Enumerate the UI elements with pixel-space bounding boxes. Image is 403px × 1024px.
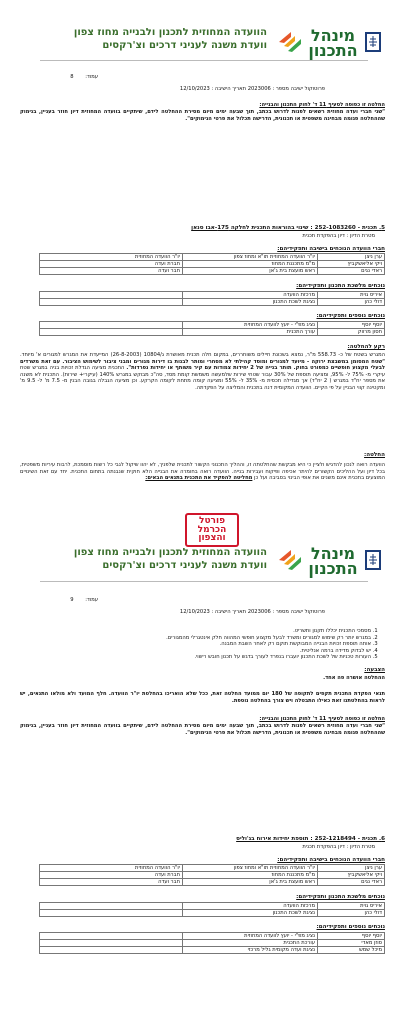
committee-title [67,546,267,572]
member-title: יו"ר הוועדה המחוזית [40,865,183,872]
other-role: נציג מפ"י - יועץ לוועדה המחוזית [183,322,318,329]
committee-line1: הוועדה המחוזית לתכנון ולבנייה מחוז צפון [73,27,267,38]
plan5-title: 5. תכנית - 252-1083260 : שינוי בהוראות התכנית לחלקה 175-אבו סנאן [191,225,385,231]
page1-decision-intro [20,102,385,109]
table-row [40,910,385,917]
plan5-advisors-heading: נוכחים מלשכת התכנון ותפקידיהם: [296,283,385,289]
stamp-line1: פורטל [199,516,225,526]
background-text3: התכנית לא משנה את מספר יח"ד במגרש ( 2 יח"ד) אך מגדילה תכסית מ- 35% ל- 55% ומציעה קומה מתחת לקומה הקרקע. וכן מציעה הגבלה בגובה הבנין מ- 7.5 מ' ל- 9.5 מ' ומקטינה קווי הבניין על פי הקיים. [20,371,385,391]
table-row [40,254,385,261]
logo-mark-icon [277,544,307,574]
committee-title [67,26,267,52]
plan5-members-table [39,253,385,275]
advisor-name: דולי כהן [318,299,385,306]
votes-heading: הצבעה: [364,667,385,673]
member-role: ראש מועצת בית ג'אן [183,268,318,275]
page2-decision-intro [20,716,385,723]
logo-mark-icon [277,26,307,56]
page-number: 8 [70,74,74,80]
background-bold: "שטח המסומן במשבצת ירוקה - מיועד למגורים ומוסד קהילתי לא מסחרי ומותר לבנות בו דירות מגורים ומבני ציבור לשימוש הציבור. עם זאת משרדים לבעלי מקצוע חופשיים כמפורט בחוק. תותר בנייה של 2 יחידות צמודות עם קיר משותף או יחידות נפרדות". [20,358,385,372]
member-role: מ"מ מתכננת המחוז [183,261,318,268]
table-row [40,940,385,947]
plan5-background-heading: רקע להחלטה: [347,344,385,350]
plan5-decision-heading: החלטה: [364,452,385,458]
committee-line2: וועדת משנה לעניני דרכים וצ'רקסים [102,40,267,51]
advisor-role: מרכזת הוועדה [183,292,318,299]
other-name: יוסף יוסף [318,933,385,940]
logo-line2: התכנון [308,559,358,578]
member-title: חברת ועדה [40,261,183,268]
logo-line2: התכנון [308,41,358,60]
plan5-members-heading: חברי הוועדה הנוכחים בישיבה ותפקידיהם: [277,246,385,252]
table-row [40,329,385,336]
page1-protocol-line [55,86,325,93]
table-row [40,322,385,329]
decision-intro: החלטה זו כפופה לסעיף 11 ד' לחוק התכנון והבנייה: [259,102,385,108]
condition-item: 4. יש לבדוק מדידה ברמה אנליטית. [20,648,371,655]
votes-text: ההחלטה אושרה פה אחד. [323,675,385,681]
planning-logo [307,546,359,576]
member-role: מ"מ מתכננת המחוז [183,872,318,879]
plan6-members-table [39,864,385,886]
member-name: ערן ניצן [318,254,385,261]
plan5-others-heading: נוכחים נוספים ותפקידיהם: [316,313,385,319]
condition-item: 1. מסמכי התכנית יכללו תקנון ותשריט. [20,628,371,635]
logo-line1: מינהל [310,544,356,563]
protocol-line: פרוטוקול ישיבה מספר : 2023006 תאריך הישיבה : 12/10/2023 [179,86,325,92]
plan5-background [20,352,385,392]
condition-item: 5. העורות טכניות של לשכת התכנון יועברו בנפרד לעורך בדגש על תכנון חובש רישוי. [20,654,371,661]
member-name: ויקי אליאשקביץ [318,261,385,268]
state-emblem-icon [365,32,381,52]
stamp-line2: הכרמל [197,524,227,535]
member-title: יו"ר הוועדה המחוזית [40,254,183,261]
decision-text: "שני חברי ועדה מחוזית רשאים לפנות לדרוש בכתב, תוך שבעה ימים מיום מסירת ההחלטה לידם, שיתקיים בוועדה המחוזית דיון חוזר בעניין, בנימוק שההחלטה פגומה מבחינה משפטית או תכנונית, הדרישה תכלול את פרטי הנימוקים". [20,109,385,122]
decision-text: "שני חברי ועדה מחוזית רשאים לפנות לדרוש בכתב, תוך שבעה ימים מיום מסירת ההחלטה לידם, שיתקיים בוועדה המחוזית דיון חוזר בעניין, בנימוק שההחלטה פגומה מבחינה משפטית או תכנונית, הדרישה תכלול את פרטי הנימוקים". [20,723,385,736]
table-row [40,947,385,954]
decision-bold: מחליטה להפקיד את התכנית בתנאים הבאים: [145,475,253,482]
member-title: חבר ועדה [40,879,183,886]
member-role: ראש מועצת בית ג'אן [183,879,318,886]
member-name: ראדי נגים [318,268,385,275]
table-row [40,933,385,940]
page1-decision-text [20,109,385,122]
other-name: סוזן מאדי [318,940,385,947]
plan6-advisors-table [39,902,385,917]
table-row [40,261,385,268]
planning-logo [307,28,359,58]
plan6-advisors-heading: נוכחים מלשכת התכנון ותפקידיהם: [296,894,385,900]
table-row [40,299,385,306]
plan5-conditions [20,628,385,661]
page-number: 9 [70,597,74,603]
page2-header [0,542,403,592]
page-label: עמוד: [85,597,98,603]
committee-line1: הוועדה המחוזית לתכנון ולבנייה מחוז צפון [73,547,267,558]
table-row [40,865,385,872]
other-role: עורכת התכנית [183,940,318,947]
logo-line1: מינהל [310,26,356,45]
page2-page-label [38,597,98,604]
plan5-others-table [39,321,385,336]
member-name: ויקי אליאשקביץ [318,872,385,879]
background-text: המגרש בשטח של כ- 558.73 מ"ר, נמצא בשכונת חיילים משוחררים, במקום חלה תכנית מאושרת ג/10804 (26-8-2003) המייעדת את המגרש למגורים א' מיוחד. [20,352,385,358]
plan5-decision [20,462,385,482]
page1-page-label [38,74,98,81]
committee-line2: וועדת משנה לעניני דרכים וצ'רקסים [102,560,267,571]
advisor-name: דולי כהן [318,910,385,917]
advisor-name: איריס גוית [318,292,385,299]
member-title: חבר ועדה [40,268,183,275]
plan5-advisors-table [39,291,385,306]
table-row [40,879,385,886]
condition-item: 3. אותה תוספת זכויות הבנייה המבוקשת תוקם רק לאחר השבת המבנה. [20,641,371,648]
advisor-role: מרכזת הוועדה [183,903,318,910]
validity-notice: תנאי הפקדת התכנית תקפים לתקופה של 180 יום ממועד החלטה זאת, ככל שלא הואריכו בהחלטת יו"ר הוועדה. חלף המועד ולא מולאו התנאים, יש לראות בהחלטתנו זאת כאילו התבטלה ויש צורך בהחלטה נוספת. [20,691,385,704]
member-role: יו"ר הוועדה המחוזית תו"א ומחוז צפון [183,865,318,872]
plan6-others-heading: נוכחים נוספים ותפקידיהם: [316,924,385,930]
plan6-title: 6. תכנית - 252-1218494 : תוספת יחידות אירוח בג'וליס [236,836,385,842]
stamp-line3: והצפון [198,533,226,543]
background-text4: הוועדה המקומית דנה בתכנית והמליצה על הפקדתה. [195,384,312,391]
member-name: ראדי נגים [318,879,385,886]
advisor-role: נציגת לשכת התכנון [183,910,318,917]
header-divider [40,60,368,61]
table-row [40,903,385,910]
member-title: חברת ועדה [40,872,183,879]
header-divider [40,581,368,582]
member-role: יו"ר הוועדה המחוזית תו"א ומחוז צפון [183,254,318,261]
table-row [40,872,385,879]
decision-intro: החלטה זו כפופה לסעיף 11 ד' לחוק התכנון והבנייה: [259,716,385,722]
advisor-role: נציגת לשכת התכנון [183,299,318,306]
condition-item: 2. במגרש יותר רק שימוש למגורים ומשרד לבעל מקצוע חופשי המהווה חלק אינטגרלי מהמגורים. [20,635,371,642]
page2-protocol-line [55,609,325,616]
other-role: עורך התכנית [183,329,318,336]
table-row [40,268,385,275]
background-text2: התכנית מציעה הגדלת זכויות בניה במגרש שטח עיקרי מ- 75% ל- 95%, ומציעה תוספת של 30% עבור שטחי שירות שלמעשה משמשת קומת מסד, סה"כ מבוקש במגרש 140% (עיקרי+ שירות). [20,365,385,378]
member-name: ערן ניצן [318,865,385,872]
page-label: עמוד: [85,74,98,80]
other-name: חסון מרווק [318,329,385,336]
page2-decision-text [20,723,385,736]
other-name: יוסף יוסף [318,322,385,329]
other-name: מיכל שמש [318,947,385,954]
decision-body: הוועדה רואה לנכון להדגיש ולציין כי היא מבקשת שהחלטתה זו, וההליך התכנוני הקשור לתכנית שלפניך, לא יהוו שיקול לגבי כל רשות מוסמכת, לרבות עיריות משפטית, בכל דיון ועל ההליכים הקשורים להיתר אכיפה ופיקוח ועבירות בנייה. הוועדה רואה בחומרה את הבנייה הלא חוקית שנבנתה בתחום התכנית. יחד עם זאת השינויים המוצעים בתכנית אינם משנים את אופי הבינוי בסביבה ועל כן [20,462,385,482]
table-row [40,292,385,299]
plan6-members-heading: חברי הוועדה הנוכחים בישיבה ותפקידיהם: [277,857,385,863]
other-role: נציגת ועדה מקומית גליל מרכזי [183,947,318,954]
protocol-line: פרוטוקול ישיבה מספר : 2023006 תאריך הישיבה : 12/10/2023 [179,609,325,615]
page1-header [0,14,403,74]
other-role: נציג מפ"י - יועץ לוועדה המחוזית [183,933,318,940]
plan5-purpose: מטרת הדיון : דיון בהפקדת תכנית [302,233,375,239]
advisor-name: איריס גוית [318,903,385,910]
state-emblem-icon [365,550,381,570]
plan6-others-table [39,932,385,954]
plan6-purpose: מטרת הדיון : דיון בהפקדת תכנית [302,844,375,850]
